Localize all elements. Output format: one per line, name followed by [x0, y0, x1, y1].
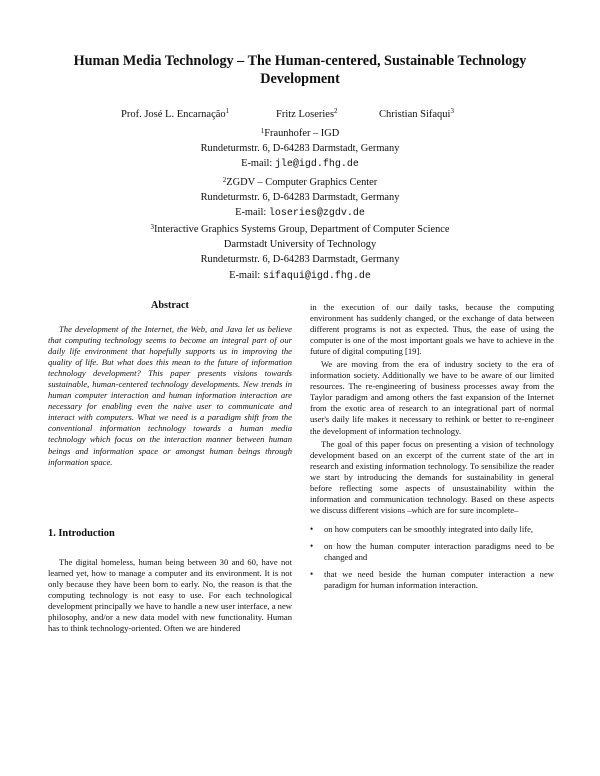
- author-sup: 2: [334, 107, 338, 115]
- introduction-text: The digital homeless, human being between 30 and 60, have not learned yet, how to manage a computer and its environment. It is not only because they have been born to early. No, the reason is that the computing technology is not easy to use. For each technological development principally we have to handle a new user interface, a new philosophy, and/or a new data model with new functionality. Human has to think technology-oriented. Often we are hindered: [48, 557, 292, 634]
- paragraph: We are moving from the era of industry society to the era of information society. Additionally we have to be aware of our limited resources. The re-engineering of business processes away from the Taylor paradigm and among others the fast expansion of the Internet from the exotic area of research to an integrational part of normal user's daily life makes it necessary to rethink or better to re-engineer the development of information technology.: [310, 359, 554, 436]
- affiliation-sup: 3: [150, 223, 155, 231]
- right-column: [310, 302, 554, 597]
- affiliation-address: Rundeturmstr. 6, D-64283 Darmstadt, Germany: [200, 143, 400, 155]
- bullet-text: on how the human computer interaction paradigms need to be changed and: [324, 540, 554, 562]
- email-label: E-mail:: [229, 269, 261, 281]
- affiliation-sup: 2: [222, 176, 227, 184]
- author-sup: 1: [225, 107, 230, 115]
- affiliation-email-line: [100, 268, 500, 284]
- affiliation-org: [100, 222, 500, 237]
- affiliation-email-line: [100, 205, 500, 221]
- bullet-text: on how computers can be smoothly integrated into daily life,: [324, 523, 534, 534]
- author-1: [121, 109, 229, 120]
- affiliation-org: [100, 126, 500, 141]
- affiliation-address: Rundeturmstr. 6, D-64283 Darmstadt, Germany: [200, 254, 400, 266]
- paragraph-continued: in the execution of our daily tasks, because the computing environment has suddenly changed, or the exchange of data between different programs is not as expected. Thus, the ease of using the computer is one of the most important goals we have to achieve in the future of digital computing [19].: [310, 302, 554, 357]
- affiliation-org: [100, 175, 500, 190]
- bullet-icon: •: [310, 540, 314, 551]
- affiliation-org-name: Fraunhofer – IGD: [264, 128, 340, 139]
- affiliation-university: Darmstadt University of Technology: [223, 239, 377, 251]
- abstract-text: The development of the Internet, the Web, and Java let us believe that computing technology seems to become an integral part of our daily life environment that hopefully supports us in improving the quality of life. But what does this mean to the future of information technology development? This paper presents visions towards sustainable, human-centered technology developments. New trends in human computer interaction and human information interaction are necessary for enabling even the naive user to communicate and interact with computers. What we need is a paradigm shift from the conventional information technology towards a human media technology which focus on the interaction manner between human beings and information space or amongst human beings through information space.: [48, 324, 292, 467]
- author-name: Prof. José L. Encarnação: [121, 109, 226, 120]
- affiliation-3: [100, 222, 500, 284]
- author-3: [379, 109, 454, 120]
- affiliation-1: [100, 126, 500, 173]
- affiliation-org-name: ZGDV – Computer Graphics Center: [226, 177, 378, 188]
- bullet-item: [310, 541, 554, 563]
- bullet-item: [310, 569, 554, 591]
- affiliation-2: [100, 175, 500, 222]
- author-2: [276, 109, 338, 120]
- bullet-icon: •: [310, 569, 314, 580]
- author-sup: 3: [450, 107, 454, 115]
- email-address: sifaqui@igd.fhg.de: [262, 270, 371, 282]
- bullet-icon: •: [310, 523, 314, 534]
- affiliation-email-line: [100, 156, 500, 172]
- paper-title: Human Media Technology – The Human-centered, Sustainable Technology Development: [73, 53, 527, 87]
- email-label: E-mail:: [241, 158, 273, 170]
- author-name: Christian Sifaqui: [379, 109, 451, 120]
- email-label: E-mail:: [235, 207, 267, 219]
- affiliation-address: Rundeturmstr. 6, D-64283 Darmstadt, Germany: [200, 192, 400, 204]
- bullet-item: [310, 524, 554, 535]
- introduction-heading: 1. Introduction: [48, 528, 115, 539]
- email-address: loseries@zgdv.de: [268, 208, 365, 220]
- paragraph: The goal of this paper focus on presenting a vision of technology development based on an excerpt of the current state of the art in research and existing information technology. To sensibilize the reader we start by introducing the demands for sustainability in general before reflecting some aspects of unsustainability within the information and communication technology. Based on these aspects we discuss different visions –which are for sure incomplete–: [310, 438, 554, 515]
- affiliation-sup: 1: [260, 127, 265, 135]
- abstract-heading: Abstract: [151, 300, 189, 311]
- affiliation-org-name: Interactive Graphics Systems Group, Department of Computer Science: [154, 224, 450, 235]
- bullet-text: that we need beside the human computer interaction a new paradigm for human information interaction.: [324, 569, 554, 591]
- email-address: jle@igd.fhg.de: [274, 159, 359, 171]
- bullet-list: [310, 524, 554, 591]
- author-name: Fritz Loseries: [276, 109, 335, 120]
